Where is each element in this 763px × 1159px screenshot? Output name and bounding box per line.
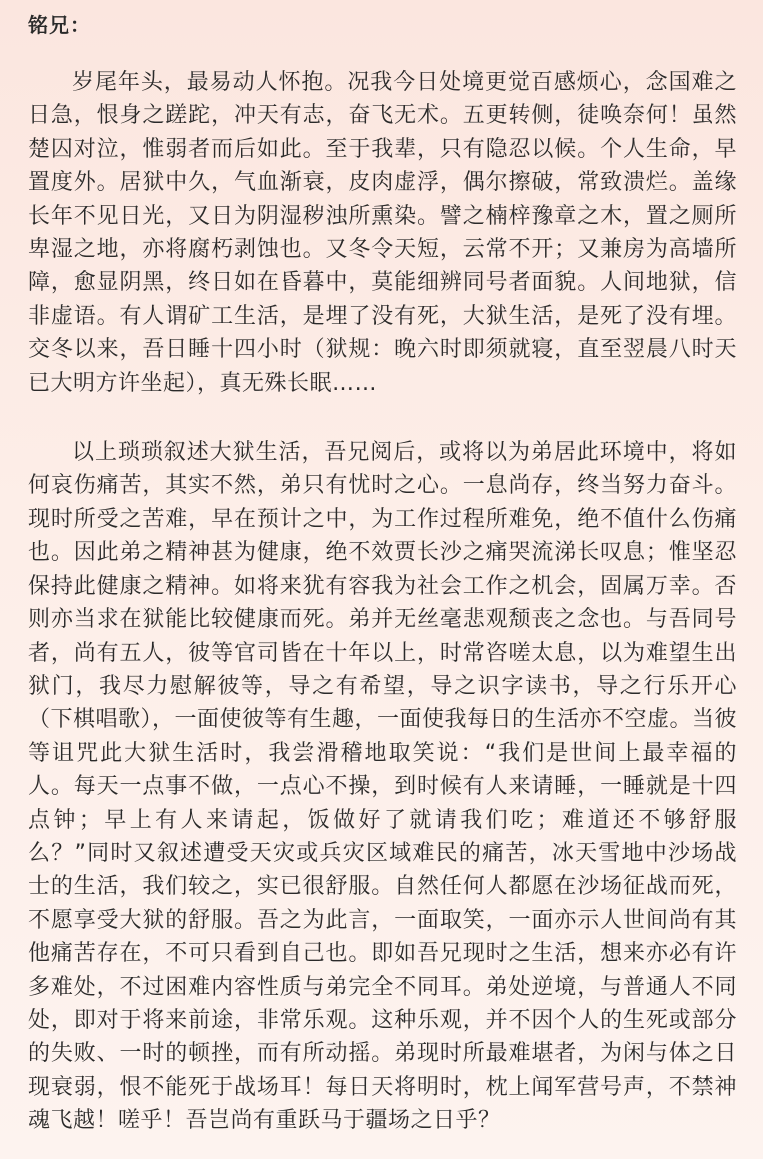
paragraph-prison-life: 岁尾年头，最易动人怀抱。况我今日处境更觉百感烦心，念国难之日急，恨身之蹉跎，冲天有志，奋飞无术。五更转侧，徒唤奈何！虽然楚囚对泣，惟弱者而后如此。至于我辈，只有隐忍以候。个人生命，早置度外。居狱中久，气血渐衰，皮肉虚浮，偶尔擦破，常致溃烂。盖缘长年不见日光，又日为阴湿秽浊所熏染。譬之楠梓豫章之木，置之厕所卑湿之地，亦将腐朽剥蚀也。又冬令天短，云常不开；又兼房为高墙所障，愈显阴黑，终日如在昏暮中，莫能细辨同号者面貌。人间地狱，信非虚语。有人谓矿工生活，是埋了没有死，大狱生活，是死了没有埋。交冬以来，吾日睡十四小时（狱规：晚六时即须就寝，直至翌晨八时天已大明方许坐起），真无殊长眠…… xyxy=(28,70,737,396)
paragraph-spirit: 以上琐琐叙述大狱生活，吾兄阅后，或将以为弟居此环境中，将如何哀伤痛苦，其实不然，弟只有忧时之心。一息尚存，终当努力奋斗。现时所受之苦难，早在预计之中，为工作过程所难免，绝不值什么伤痛也。因此弟之精神甚为健康，绝不效贾长沙之痛哭流涕长叹息；惟坚忍保持此健康之精神。如将来犹有容我为社会工作之机会，固属万幸。否则亦当求在狱能比较健康而死。弟并无丝毫悲观颓丧之念也。与吾同号者，尚有五人，彼等官司皆在十年以上，时常咨嗟太息，以为难望生出狱门，我尽力慰解彼等，导之有希望，导之识字读书，导之行乐开心（下棋唱歌），一面使彼等有生趣，一面使我每日的生活亦不空虚。当彼等诅咒此大狱生活时，我尝滑稽地取笑说：“我们是世间上最幸福的人。每天一点事不做，一点心不操，到时候有人来请睡，一睡就是十四点钟；早上有人来请起，饭做好了就请我们吃；难道还不够舒服么？”同时又叙述遭受天灾或兵灾区域难民的痛苦，冰天雪地中沙场战士的生活，我们较之，实已很舒服。自然任何人都愿在沙场征战而死，不愿享受大狱的舒服。吾之为此言，一面取笑，一面亦示人世间尚有其他痛苦存在，不可只看到自己也。即如吾兄现时之生活，想来亦必有许多难处，不过困难内容性质与弟完全不同耳。弟处逆境，与普通人不同处，即对于将来前途，非常乐观。这种乐观，并不因个人的生死或部分的失败、一时的顿挫，而有所动摇。弟现时所最难堪者，为闲与体之日现衰弱，恨不能死于战场耳！每日天将明时，枕上闻军营号声，不禁神魂飞越！嗟乎！吾岂尚有重跃马于疆场之日乎？ xyxy=(28,440,738,1134)
salutation: 铭兄： xyxy=(28,13,91,37)
